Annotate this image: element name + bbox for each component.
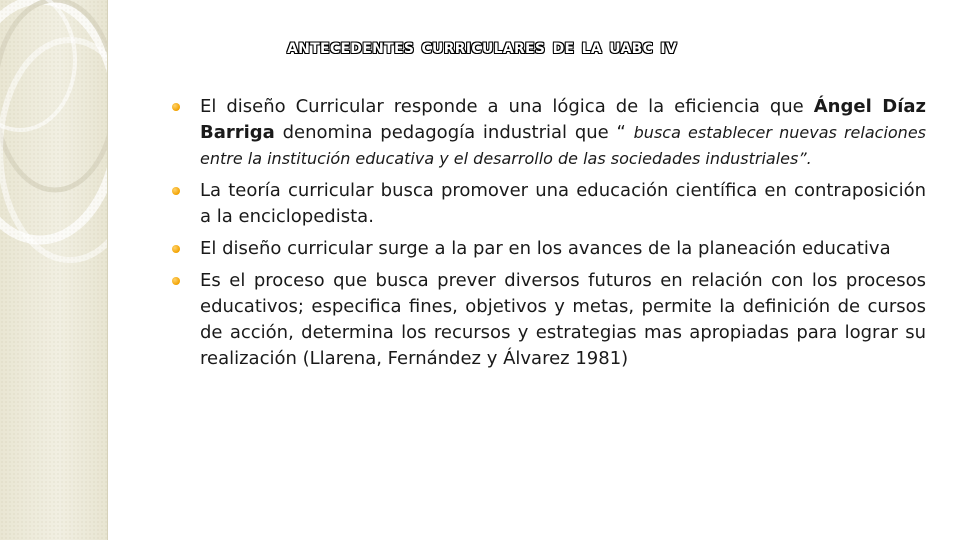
bullet-text: El diseño Curricular responde a una lógica de la eficiencia que	[200, 96, 814, 117]
quote-text: busca establecer nuevas relaciones entre la institución educativa y el desarrollo de las sociedades industriales	[200, 123, 927, 168]
bullet-text: Es el proceso que busca prever diversos futuros en relación con los procesos educativos; especifica fines, objetivos y metas, permite la definición de cursos de acción, determina los recursos y estrategias mas apropiadas para lograr su realización (Llarena, Fernández y Álvarez 1981)	[200, 270, 926, 369]
decorative-side-band	[0, 0, 108, 540]
quote-close: ”.	[798, 149, 812, 168]
bullet-dot-icon	[172, 277, 180, 285]
author-name: Ángel Díaz Barriga	[200, 96, 926, 143]
slide-title: antecedentes curriculares de la uabc iv	[287, 34, 678, 58]
bullet-dot-icon	[172, 187, 180, 195]
bullet-item	[168, 268, 926, 372]
bullet-item	[168, 236, 926, 262]
bullet-dot-icon	[172, 245, 180, 253]
ring-decoration-icon	[0, 0, 107, 340]
bullet-item	[168, 94, 926, 172]
bullet-text: denomina pedagogía industrial que “	[274, 122, 634, 143]
bullet-list	[168, 94, 926, 378]
bullet-item	[168, 178, 926, 230]
bullet-text: El diseño curricular surge a la par en los avances de la planeación educativa	[200, 238, 891, 259]
bullet-dot-icon	[172, 103, 180, 111]
bullet-text: La teoría curricular busca promover una educación científica en contraposición a la enciclopedista.	[200, 180, 926, 227]
